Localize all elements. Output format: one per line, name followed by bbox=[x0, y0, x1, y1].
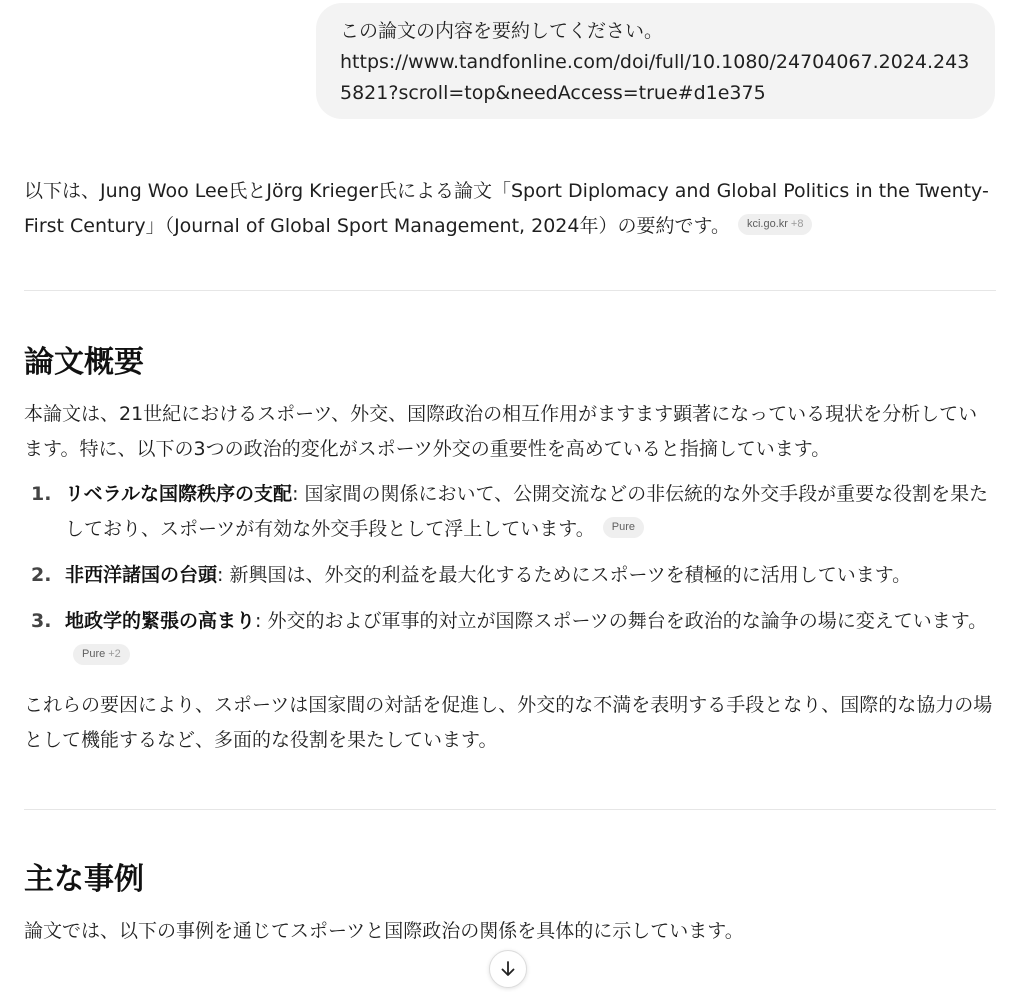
section-divider bbox=[24, 809, 996, 810]
source-chip-more: +2 bbox=[108, 648, 121, 660]
list-item-text: : 新興国は、外交的利益を最大化するためにスポーツを積極的に活用しています。 bbox=[217, 564, 912, 586]
list-item-text: : 国家間の関係において、公開交流などの非伝統的な外交手段が重要な役割を果たしており、スポーツが有効な外交手段として浮上しています。 bbox=[65, 483, 989, 540]
arrow-down-icon bbox=[499, 960, 517, 978]
response-intro-text: 以下は、Jung Woo Lee氏とJörg Krieger氏による論文「Sport Diplomacy and Global Politics in the Twenty-First Century」（Journal of Global Sport Management, 2024年）の要約です。 bbox=[24, 180, 989, 237]
user-message-url[interactable]: https://www.tandfonline.com/doi/full/10.1080/24704067.2024.2435821?scroll=top&needAccess=true#d1e375 bbox=[340, 51, 970, 104]
source-chip-label: Pure bbox=[611, 521, 635, 533]
source-chip[interactable] bbox=[73, 644, 130, 665]
response-intro bbox=[24, 174, 996, 244]
scroll-to-bottom-button[interactable] bbox=[489, 950, 527, 988]
list-item-number: 3. bbox=[31, 610, 52, 632]
overview-points-list bbox=[24, 477, 996, 674]
list-item-number: 2. bbox=[31, 564, 52, 586]
list-item-heading: 地政学的緊張の高まり bbox=[65, 610, 256, 632]
list-item bbox=[24, 604, 996, 674]
overview-closing-paragraph: これらの要因により、スポーツは国家間の対話を促進し、外交的な不満を表明する手段となり、国際的な協力の場として機能するなど、多面的な役割を果たしています。 bbox=[24, 694, 993, 751]
source-chip-label: Pure bbox=[82, 648, 106, 660]
overview-paragraph: 本論文は、21世紀におけるスポーツ、外交、国際政治の相互作用がますます顕著になっている現状を分析しています。特に、以下の3つの政治的変化がスポーツ外交の重要性を高めていると指摘しています。 bbox=[24, 403, 978, 460]
source-chip[interactable] bbox=[603, 517, 644, 538]
source-chip-label: kci.go.kr bbox=[746, 218, 788, 230]
list-item-heading: リベラルな国際秩序の支配 bbox=[65, 483, 293, 505]
user-message-text: この論文の内容を要約してください。 bbox=[340, 20, 664, 42]
section-title-overview: 論文概要 bbox=[24, 345, 144, 380]
examples-paragraph: 論文では、以下の事例を通じてスポーツと国際政治の関係を具体的に示しています。 bbox=[24, 920, 744, 942]
list-item bbox=[24, 477, 996, 547]
list-item-number: 1. bbox=[31, 483, 52, 505]
list-item bbox=[24, 558, 996, 593]
section-title-examples: 主な事例 bbox=[24, 862, 144, 897]
section-divider bbox=[24, 290, 996, 291]
user-message-bubble bbox=[316, 3, 995, 119]
source-chip-more: +8 bbox=[790, 218, 804, 230]
source-chip[interactable] bbox=[738, 214, 813, 235]
list-item-text: : 外交的および軍事的対立が国際スポーツの舞台を政治的な論争の場に変えています。 bbox=[255, 610, 988, 632]
list-item-heading: 非西洋諸国の台頭 bbox=[65, 564, 218, 586]
assistant-response bbox=[24, 174, 996, 949]
